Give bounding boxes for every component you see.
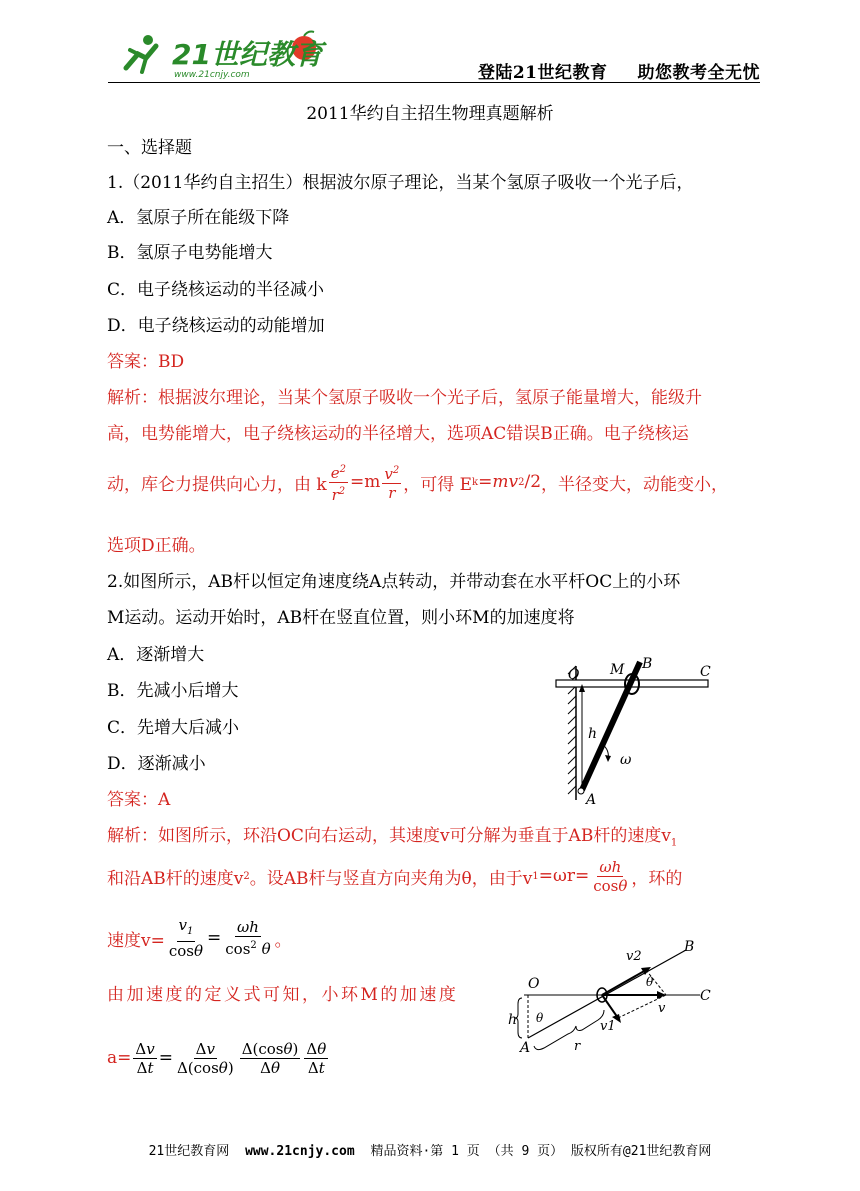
q2-option-c: C．先增大后减小 xyxy=(107,718,240,738)
section-heading: 一、选择题 xyxy=(107,138,192,158)
footer-left: 21世纪教育网 xyxy=(148,1144,230,1159)
q1-analysis-3-tail: ，半径变大，动能变小， xyxy=(541,474,729,495)
dtheta-dt-fraction: $\frac{\Delta\theta}{\Delta t}$ xyxy=(306,1039,327,1077)
q1-stem: 1.（2011华约自主招生）根据波尔原子理论，当某个氢原子吸收一个光子后， xyxy=(107,173,694,193)
q2-option-a: A．逐渐增大 xyxy=(107,645,205,665)
q1-analysis-3-post: ，可得 E xyxy=(403,474,473,495)
q2-option-b: B．先减小后增大 xyxy=(107,681,239,701)
q1-analysis-line-1: 解析：根据波尔理论，当某个氢原子吸收一个光子后，氢原子能量增大，能级升 xyxy=(107,388,702,408)
fig1-label-h: h xyxy=(588,726,598,742)
q1-analysis-3-mid: =m xyxy=(349,472,381,492)
fig1-label-o: O xyxy=(568,667,580,683)
q1-option-c: C．电子绕核运动的半径减小 xyxy=(107,280,325,300)
q2-analysis-2-mid: 。设AB杆与竖直方向夹角为θ，由于v xyxy=(249,868,533,889)
fig1-label-m: M xyxy=(610,662,625,678)
fig2-label-c: C xyxy=(700,988,711,1004)
header-slogan xyxy=(448,58,760,83)
q2-answer: 答案：A xyxy=(107,790,171,810)
q1-answer: 答案：BD xyxy=(107,352,185,372)
fig2-label-theta-bottom: θ xyxy=(536,1011,544,1025)
page-footer xyxy=(0,1140,860,1159)
dv-dt-fraction: $\frac{\Delta v}{\Delta t}$ xyxy=(135,1039,155,1077)
footer-site-link[interactable]: www.21cnjy.com xyxy=(245,1144,355,1159)
page-title: 2011华约自主招生物理真题解析 xyxy=(306,104,554,124)
fig2-label-v: v xyxy=(658,1001,666,1016)
q1-option-a: A．氢原子所在能级下降 xyxy=(107,208,290,228)
q2-stem-line-2: M运动。运动开始时，AB杆在竖直位置，则小环M的加速度将 xyxy=(107,608,575,628)
fig2-label-r: r xyxy=(574,1039,581,1054)
fig2-label-a: A xyxy=(520,1040,531,1056)
fig1-label-b: B xyxy=(642,656,653,672)
figure-velocity-decomposition xyxy=(500,938,720,1063)
q1-analysis-line-4: 选项D正确。 xyxy=(107,536,206,556)
q1-analysis-3-pre: 动，库仑力提供向心力，由 k xyxy=(107,474,327,495)
v1-over-cos-fraction: $\frac{v_1}{\cos\theta}$ xyxy=(168,916,204,960)
q2-analysis-line-5: a= $\frac{\Delta v}{\Delta t}$ = $\frac{\Delta v}{\Delta(\cos\theta)}$ $\frac{\Delta(\cos\theta)}{\Delta\theta}$ $\frac{\Delta\theta}{\Delta t}$ xyxy=(107,1039,327,1077)
dcos-dtheta-fraction: $\frac{\Delta(\cos\theta)}{\Delta\theta}$ xyxy=(241,1039,299,1077)
logo-icon xyxy=(108,28,348,80)
fig2-label-v2: v2 xyxy=(626,949,642,964)
q1-analysis-line-3: 动，库仑力提供向心力，由 k $\frac{e^2}{r^2}$ =m $\frac{v^2}{r}$ ，可得 E k = mv 2 /2 ，半径变大，动能变小， xyxy=(107,462,728,502)
header-slogan-right: 助您教考全无忧 xyxy=(637,63,760,83)
fig2-label-o: O xyxy=(528,976,540,992)
q2-analysis-line-4: 由加速度的定义式可知，小环M的加速度 xyxy=(107,985,459,1005)
omega-h-over-cos2-fraction: $\frac{\omega h}{\cos^2 \theta}$ xyxy=(225,918,271,958)
header-slogan-left: 登陆21世纪教育 xyxy=(477,63,608,83)
fig2-label-b: B xyxy=(684,939,695,955)
fig2-label-theta-top: θ xyxy=(646,975,654,989)
footer-right: 精品资料·第 1 页 （共 9 页） 版权所有@21世纪教育网 xyxy=(370,1144,712,1159)
q2-analysis-2-mid2: =ωr= xyxy=(538,866,590,886)
q2-stem-line-1: 2.如图所示，AB杆以恒定角速度绕A点转动，并带动套在水平杆OC上的小环 xyxy=(107,572,681,592)
fig1-label-omega: ω xyxy=(620,752,632,768)
logo-text: 21世纪教育 xyxy=(172,38,323,71)
fig2-label-h: h xyxy=(508,1012,518,1028)
q2-analysis-3-pre: 速度v= xyxy=(107,930,165,951)
q1-analysis-line-2: 高，电势能增大，电子绕核运动的半径增大，选项AC错误B正确。电子绕核运 xyxy=(107,424,689,444)
centripetal-fraction: $\frac{v^2}{r}$ xyxy=(382,462,401,502)
logo xyxy=(108,28,348,80)
coulomb-fraction: $\frac{e^2}{r^2}$ xyxy=(329,461,348,504)
q1-option-d: D．电子绕核运动的动能增加 xyxy=(107,316,325,336)
logo-url: www.21cnjy.com xyxy=(174,70,250,80)
q2-analysis-1-text: 解析：如图所示，环沿OC向右运动，其速度v可分解为垂直于AB杆的速度v xyxy=(107,826,671,846)
q2-analysis-line-2: 和沿AB杆的速度v 2 。设AB杆与竖直方向夹角为θ，由于v 1 =ωr= $\frac{\omega h}{\cos\theta}$ ，环的 xyxy=(107,857,683,895)
q2-analysis-2-post: ，环的 xyxy=(631,868,683,889)
q2-option-d: D．逐渐减小 xyxy=(107,754,206,774)
dv-dcos-fraction: $\frac{\Delta v}{\Delta(\cos\theta)}$ xyxy=(176,1039,234,1077)
q2-analysis-2-pre: 和沿AB杆的速度v xyxy=(107,868,244,889)
q2-analysis-line-1: 解析：如图所示，环沿OC向右运动，其速度v可分解为垂直于AB杆的速度$v_1$ xyxy=(107,826,678,849)
q2-analysis-line-3: 速度v= $\frac{v_1}{\cos\theta}$ = $\frac{\omega h}{\cos^2 \theta}$ 。 xyxy=(107,916,292,960)
fig2-label-v1: v1 xyxy=(600,1019,616,1034)
fig1-label-c: C xyxy=(700,664,711,680)
figure-rod-ring xyxy=(548,652,718,812)
q2-analysis-3-post: 。 xyxy=(274,930,292,951)
omega-h-fraction: $\frac{\omega h}{\cos\theta}$ xyxy=(593,857,628,895)
q2-analysis-5-pre: a= xyxy=(107,1048,132,1068)
header-divider xyxy=(108,82,760,83)
fig1-label-a: A xyxy=(586,792,597,808)
q1-option-b: B．氢原子电势能增大 xyxy=(107,243,273,263)
